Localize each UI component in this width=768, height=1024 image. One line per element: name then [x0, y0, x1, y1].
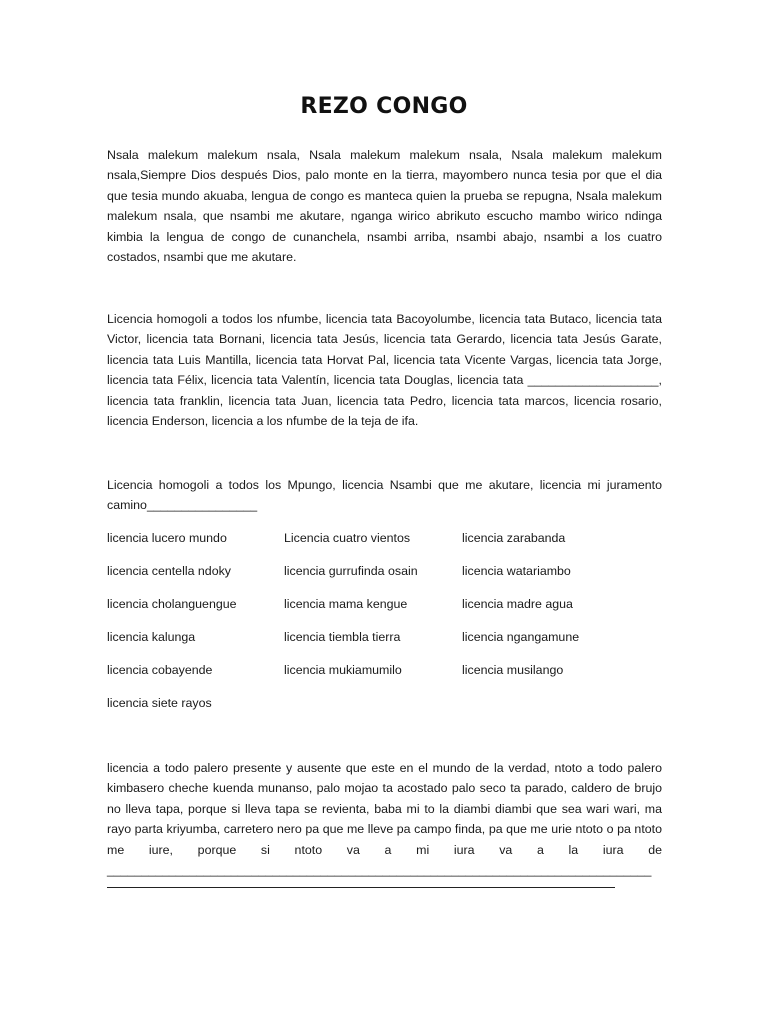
paragraph-licencia-nfumbe: Licencia homogoli a todos los nfumbe, licencia tata Bacoyolumbe, licencia tata Butaco, licencia tata Victor, licencia tata Bornani, licencia tata Jesús, licencia tata Gerardo, licencia tata Jesús Garate, licencia tata Luis Mantilla, licencia tata Horvat Pal, licencia tata Vicente Vargas, licencia tata Jorge, licencia tata Félix, licencia tata Valentín, licencia tata Douglas, licencia tata ___________________, licencia tata franklin, licencia tata Juan, licencia tata Pedro, licencia tata marcos, licencia rosario, licencia Enderson, licencia a los nfumbe de la teja de ifa. — [107, 312, 662, 429]
paragraph-licencia-mpungo: Licencia homogoli a todos los Mpungo, licencia Nsambi que me akutare, licencia mi juramento camino________________ — [107, 478, 662, 513]
licencias-grid — [107, 528, 662, 726]
licencia-item: licencia kalunga — [107, 630, 196, 644]
licencia-item: licencia cholanguengue — [107, 597, 237, 611]
licencias-row — [107, 594, 662, 627]
licencias-row — [107, 528, 662, 561]
licencias-row — [107, 627, 662, 660]
licencia-item: licencia zarabanda — [462, 531, 566, 545]
paragraph-palero: licencia a todo palero presente y ausente que este en el mundo de la verdad, ntoto a todo palero kimbasero cheche kuenda munanso, palo mojao ta acostado palo seco ta parado, caldero de brujo no lleva tapa, porque si lleva tapa se revienta, baba mi to la diambi diambi que sea wari wari, ma rayo parta kriyumba, carretero nero pa que me lleve pa campo finda, pa que me urie ntoto o pa ntoto me iure, porque si ntoto va a mi iura va a la iura de _______________________________________________________________________________ — [107, 761, 662, 878]
licencias-row — [107, 693, 662, 726]
licencia-item: licencia gurrufinda osain — [284, 564, 418, 578]
licencias-row — [107, 561, 662, 594]
licencia-item: licencia lucero mundo — [107, 531, 227, 545]
licencia-item: licencia mukiamumilo — [284, 663, 402, 677]
licencia-item: licencia musilango — [462, 663, 564, 677]
licencia-item: licencia centella ndoky — [107, 564, 231, 578]
licencia-item: licencia tiembla tierra — [284, 630, 401, 644]
licencia-item — [284, 693, 462, 726]
licencia-item: Licencia cuatro vientos — [284, 531, 411, 545]
signature-blank-line — [107, 887, 615, 888]
licencia-item: licencia mama kengue — [284, 597, 408, 611]
licencia-item: licencia madre agua — [462, 597, 573, 611]
licencia-item — [462, 693, 662, 726]
paragraph-nsala: Nsala malekum malekum nsala, Nsala malekum malekum nsala, Nsala malekum malekum nsala,Siempre Dios después Dios, palo monte en la tierra, mayombero nunca tesia por que el dia que tesia mundo akuaba, lengua de congo es manteca quien la prueba se repugna, Nsala malekum malekum nsala, que nsambi me akutare, nganga wirico abrikuto escucho mambo wirico ndinga kimbia la lengua de congo de cunanchela, nsambi arriba, nsambi abajo, nsambi a los cuatro costados, nsambi que me akutare. — [107, 148, 662, 265]
licencia-item: licencia watariambo — [462, 564, 571, 578]
licencia-item: licencia ngangamune — [462, 630, 580, 644]
licencias-row — [107, 660, 662, 693]
document-title: REZO CONGO — [300, 94, 468, 119]
licencia-item: licencia siete rayos — [107, 696, 212, 710]
licencia-item: licencia cobayende — [107, 663, 213, 677]
